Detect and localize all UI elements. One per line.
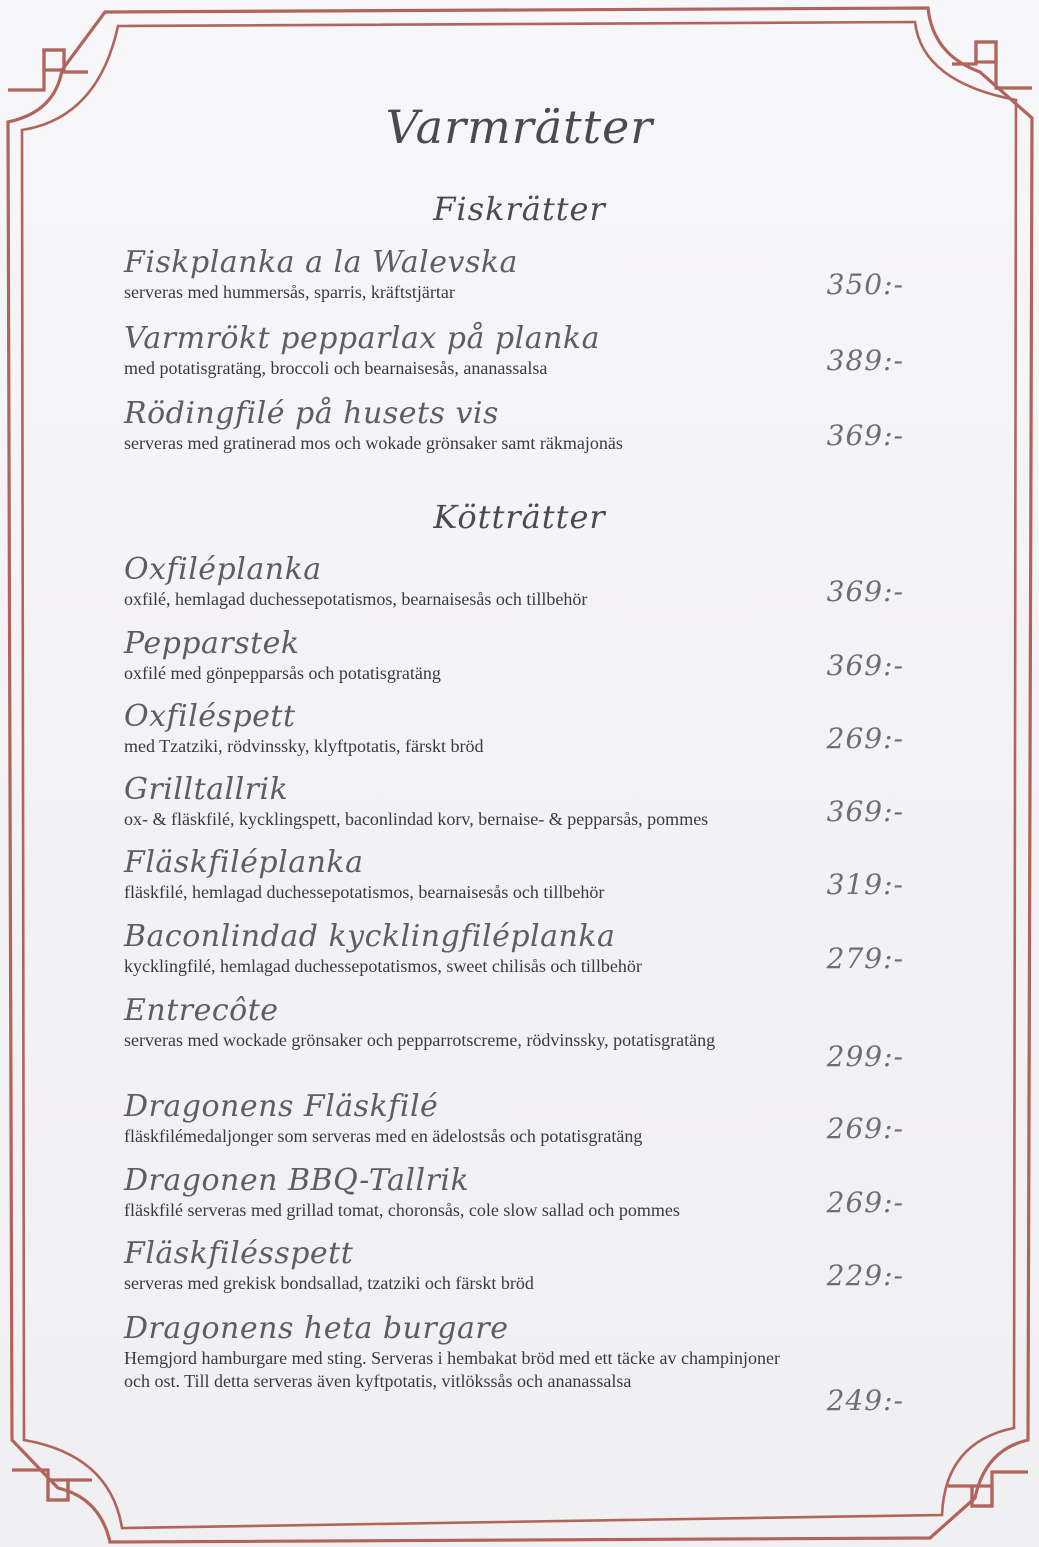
item-description: ox- & fläskfilé, kycklingspett, baconlindad korv, bernaise- & pepparsås, pommes (124, 809, 709, 829)
menu-item (124, 993, 904, 1073)
item-price: 229:- (826, 1259, 904, 1292)
item-price: 269:- (826, 1112, 904, 1145)
menu-item (124, 846, 904, 904)
item-price: 369:- (826, 419, 904, 452)
menu-item (124, 920, 904, 978)
item-description: serveras med wockade grönsaker och pepparrotscreme, rödvinssky, potatisgratäng (124, 1030, 716, 1050)
menu-item (124, 1164, 904, 1222)
item-description: Hemgjord hamburgare med sting. Serveras i hembakat bröd med ett täcke av champinjoner och ost. Till detta serveras även kyftpotatis, vitlökssås och ananassalsa (124, 1348, 780, 1391)
item-description: fläskfilé, hemlagad duchessepotatismos, bearnaisesås och tillbehör (124, 882, 605, 902)
section-title-meat: Kötträtter (433, 498, 606, 536)
menu-item (124, 1090, 904, 1148)
item-name: Fläskfiléplanka (124, 845, 364, 880)
item-price: 350:- (826, 268, 904, 301)
item-description: kycklingfilé, hemlagad duchessepotatismos, sweet chilisås och tillbehör (124, 956, 642, 976)
item-name: Grilltallrik (124, 772, 289, 807)
menu-item (124, 246, 904, 304)
item-name: Dragonen BBQ-Tallrik (124, 1163, 470, 1198)
item-description: serveras med hummersås, sparris, kräftstjärtar (124, 282, 455, 302)
menu-item (124, 700, 904, 758)
item-description: serveras med grekisk bondsallad, tzatziki och färskt bröd (124, 1273, 534, 1293)
page-title: Varmrätter (385, 100, 654, 154)
item-description: fläskfilémedaljonger som serveras med en ädelostsås och potatisgratäng (124, 1126, 643, 1146)
item-name: Baconlindad kycklingfiléplanka (124, 919, 616, 954)
item-name: Entrecôte (124, 993, 279, 1028)
item-name: Oxfiléplanka (124, 552, 322, 587)
item-description: fläskfilé serveras med grillad tomat, choronsås, cole slow sallad och pommes (124, 1200, 680, 1220)
item-price: 369:- (826, 649, 904, 682)
section-title-fish: Fiskrätter (433, 190, 606, 228)
item-name: Dragonens Fläskfilé (124, 1089, 439, 1124)
menu-item (124, 1237, 904, 1295)
item-name: Oxfiléspett (124, 699, 296, 734)
item-price: 299:- (826, 1040, 904, 1073)
menu-item (124, 397, 904, 455)
item-description: med Tzatziki, rödvinssky, klyftpotatis, färskt bröd (124, 736, 484, 756)
item-price: 319:- (826, 868, 904, 901)
menu-item (124, 322, 904, 380)
menu-item (124, 1311, 904, 1417)
item-name: Fläskfilésspett (124, 1236, 354, 1271)
item-price: 249:- (826, 1384, 904, 1417)
item-description: serveras med gratinerad mos och wokade grönsaker samt räkmajonäs (124, 433, 623, 453)
item-price: 369:- (826, 795, 904, 828)
item-name: Varmrökt pepparlax på planka (124, 321, 600, 356)
item-name: Pepparstek (124, 626, 300, 661)
menu-item (124, 553, 904, 611)
item-price: 269:- (826, 722, 904, 755)
menu-item (124, 627, 904, 685)
item-price: 279:- (826, 942, 904, 975)
item-name: Rödingfilé på husets vis (124, 396, 499, 431)
item-description: med potatisgratäng, broccoli och bearnaisesås, ananassalsa (124, 358, 548, 378)
item-name: Fiskplanka a la Walevska (124, 245, 518, 280)
item-price: 389:- (826, 344, 904, 377)
item-price: 269:- (826, 1186, 904, 1219)
item-name: Dragonens heta burgare (124, 1311, 509, 1346)
item-price: 369:- (826, 575, 904, 608)
item-description: oxfilé, hemlagad duchessepotatismos, bearnaisesås och tillbehör (124, 589, 588, 609)
item-description: oxfilé med gönpepparsås och potatisgratäng (124, 663, 441, 683)
menu-item (124, 773, 904, 831)
